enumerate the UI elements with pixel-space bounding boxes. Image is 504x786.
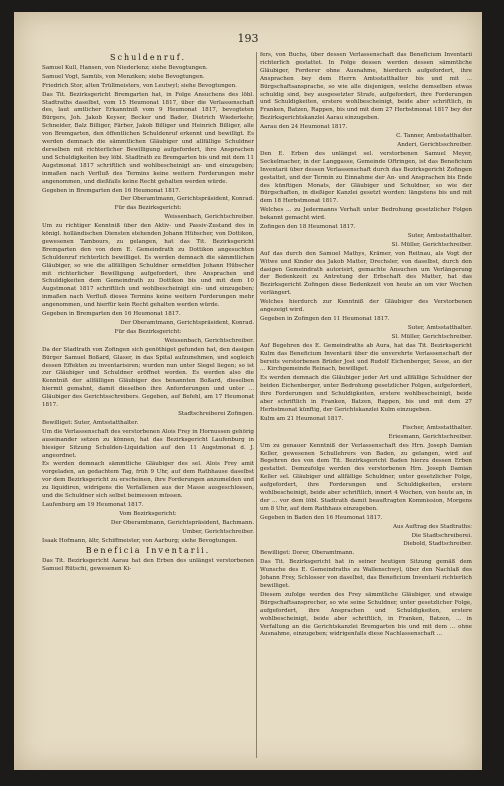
- signature-line: Aus Auftrag des Stadtraths:: [392, 523, 472, 530]
- notice-paragraph: Es werden demnach sämmtliche Gläubiger des sel. Alois Frey amit vorgeladen, an gedachtem Tag, früh 9 Uhr, auf dem Rathhause daselbst vor dem Bezirksgericht zu erscheinen, ihre Forderungen anzumelden und zu liquidiren, widrigens die Verfallenen aus der Masse ausgeschlossen, und die Schuldner sich selbst beimessen müssen.: [42, 461, 254, 500]
- newspaper-page: [14, 12, 482, 770]
- notice-paragraph: Bewilliget: Dorer, Oberamtmann.: [260, 550, 355, 557]
- signature-line: Diebold, Stadtschreiber.: [403, 541, 472, 548]
- signature-line: Weissenbach, Gerichtschreiber.: [164, 337, 254, 344]
- signature-line: Suter, Amtsstatthalter.: [407, 324, 472, 331]
- notice-paragraph: Gegeben in Bremgarten den 16 Heumonat 1817.: [42, 311, 181, 318]
- signature-line: Der Oberamtmann, Gerichtspräsident, Bachmann.: [110, 519, 254, 526]
- signature-line: Sl. Müller, Gerichtschreiber.: [391, 241, 472, 248]
- notice-paragraph: Auf Begehren des E. Gemeindraths ab Aura, hat das Tit. Bezirksgericht Kulm das Beneficium Inventarii über die unverehrte Verlassenschaft der bereits verstorbenen Brüder Jost und Rudolf Eichenberger, Sesse, an der ... Kirchgemeinde Reinach, bewilliget.: [260, 342, 472, 373]
- signature-line: Weissenbach, Gerichtschreiber.: [164, 214, 254, 221]
- notice-paragraph: Um die Verlassenschaft des verstorbenen Alois Frey in Hornussen gehörig auseinander setzen zu können, hat das Bezirksgericht Laufenburg in hiesiger Sitzung Schulden-Liquidation auf den 11 Augstmonat d. J. angeordnet.: [42, 428, 254, 459]
- notice-paragraph: Gegeben in Bremgarten den 16 Heumonat 1817.: [42, 187, 181, 194]
- notice-paragraph: Den E. Erben des unlängst sel. verstorbenen Samuel Meyer, Seckelmacher, in der Langgasse, Gemeinde Oftringen, ist das Beneficium Inventarii über dessen Verlassenschaft durch das Bezirksgericht Zofingen gestattet, und der Termin zu Einnahme der An- und Ansprachen bis Ende des künftigen Monats, der Gläubiger und Schuldner, so wie der Bürgschaften, in dießiger Kanzlei gesetzt worden: längstens bis und mit dem 18 Herbstmonat 1817.: [260, 150, 472, 205]
- signature-line: Anderi, Gerichtsschreiber.: [397, 141, 472, 148]
- notice-paragraph: Isaak Hofmann, ältr, Schiffmeister, von Aarburg; siehe Bevogtungen.: [42, 537, 238, 544]
- right-column: [260, 52, 472, 758]
- signature-line: Der Oberamtmann, Gerichtspräsident, Konrad.: [120, 320, 254, 326]
- notice-paragraph: Auf das durch den Samuel Mathys, Krämer, von Reitnau, als Vogt der Witwe und Kinder des Jakob Matter, Drechsler, von daselbst, durch den dasigen Gemeindrath autorisirt, gemachte Ansuchen um Verlängerung der Bedenkzeit zu Antretung der Erbschaft des Matter, hat das Bezirksgericht Zofingen diese Bedenkzeit von heute an um vier Wochen verlängert.: [260, 250, 472, 297]
- page-number: 193: [237, 32, 259, 45]
- notice-paragraph: Friedrich Stor, alten Trüllmeisters, von Leutwyl; siehe Bevogtungen.: [42, 82, 237, 89]
- notice-paragraph: Da der Stadtrath von Zofingen sich genöthiget gefunden hat, den dasigen Bürger Samuel Boßard, Glaser, in das Spital aufzunehmen, und sogleich dessen Effekten zu inventarisiren; wurden nun unter Siegel liegen; so ist zur Gläubiger und Schuldner eröffnet worden. Es werden also die Kenntniß der allfälligen Gläubiger des benannten Boßard, dieselben hiermit gemahnt, damit dieselben ihre Anforderungen und unter ... Gläubiger des Gerichtsschreibers. Gegeben, auf Befehl, am 17 Heumonat 1817.: [42, 346, 254, 409]
- notice-paragraph: Bewilliget: Suter, Amtsstatthalter.: [42, 419, 139, 426]
- notice-paragraph: Kulm am 21 Heumonat 1817.: [260, 415, 344, 422]
- signature-line: Der Oberamtmann, Gerichtspräsident, Konrad.: [120, 196, 254, 203]
- notice-paragraph: Laufenburg am 19 Heumonat 1817.: [42, 501, 144, 508]
- notice-paragraph: Gegeben in Zofingen den 11 Heumonat 1817.: [260, 316, 390, 322]
- signature-line: Die Stadtschreiberei.: [411, 532, 472, 539]
- signature-line: Eriesmann, Gerichtschreiber.: [388, 433, 472, 440]
- notice-paragraph: Zofingen den 18 Heumonat 1817.: [260, 224, 356, 231]
- section-heading: Schuldenruf.: [109, 53, 187, 62]
- signature-line: Für das Bezirksgericht:: [114, 328, 182, 335]
- notice-paragraph: Das Tit. Bezirksgericht hat in seiner heutigen Sitzung gemäß dem Wunsche des E. Gemeindraths zu Wallenschwyl, über den Nachlaß des Johann Frey, Schlosser von daselbst, das Beneficium Inventarii richterlich bewilliget.: [260, 559, 472, 589]
- signature-line: Fischer, Amtsstatthalter.: [402, 424, 472, 431]
- notice-paragraph: Es werden demnach die Gläubiger jeder Art und allfällige Schuldner der beiden Eichenberger, unter Bedrohung gesetzlicher Folgen, aufgefordert, ihre Forderungen und Schuldigkeiten, erstere wohlbescheinigt, beide aber schriftlich in Franken, Batzen, Rappen, bis und mit dem 27 Herbstmonat künftig, der Gerichtskanzlei Kulm einzugeben.: [260, 375, 472, 413]
- signature-line: Sl. Müller, Gerichtschreiber.: [391, 333, 472, 340]
- notice-paragraph: Gegeben in Baden den 16 Heumonat 1817.: [260, 514, 383, 521]
- column-divider: [256, 52, 257, 758]
- notice-paragraph: fers, von Buchs, über dessen Verlassenschaft das Beneficium Inventarii richterlich gestattet. In Folge dessen werden dessen sämmtliche Gläubiger, Forderer ohne Ausnahme, hierdurch aufgefordert, ihre Ansprachen bey dem Herrn Amtsstatthalter bis und mit ... Bürgschaftsansprache, so wie alle diejenigen, welche demselben etwas schuldig sind, bey ausgesetzter Strafe, aufgefordert, ihre Forderungen und Schuldigkeiten, erstere wohlbescheinigt, beide aber schriftlich, in Franken, Batzen, Rappen, bis und mit dem 27 Herbstmonat 1817 bey der Bezirksgerichtskanzlei Aarau einzugeben.: [260, 52, 472, 122]
- notice-paragraph: Welches ... zu Jedermanns Verhalt unter Bedrohung gesetzlicher Folgen bekannt gemacht wird.: [260, 207, 472, 222]
- notice-paragraph: Aarau den 24 Heumonat 1817.: [260, 124, 348, 131]
- notice-paragraph: Um zu richtiger Kenntniß über den Aktiv- und Passiv-Zustand des in königl. holländischen Diensten stehenden Johann Hübscher, von Dottikon, gewesenen Tambours, zu gelangen, hat das Tit. Bezirksgericht Bremgarten den von dem E. Gemeindrath zu Dottikon angesuchten Schuldenruf richterlich bewilliget. Es werden demnach die sämmtlichen Gläubiger, so wie die allfälligen Schuldner ermeldten Johann Hübscher mit richterlicher Bewilligung aufgefordert, ihre Ansprachen und Schuldigkeiten dem Gemeindrath zu Dottikon bis und mit dem 10 Augstmonat 1817 schriftlich und wohlbescheinigt ein- und einzugeben; inmaßen nach Verfluß dieses Termins keine weitern Forderungen mehr angenommen, und hierfür kein Recht gehalten werden würde.: [42, 223, 254, 309]
- notice-paragraph: Welches hierdurch zur Kenntniß der Gläubiger des Verstorbenen angezeigt wird.: [260, 299, 472, 314]
- notice-paragraph: Samuel Vogt, Samüls, von Menziken; siehe Bevogtungen.: [42, 73, 205, 80]
- signature-line: Für das Bezirksgericht:: [114, 205, 182, 212]
- signature-line: Umber, Gerichtschreiber.: [182, 528, 254, 535]
- notice-paragraph: Diesem zufolge werden des Frey sämmtliche Gläubiger, und etwaige Bürgschaftsansprecher, so wie seine Schuldner, unter gesetzlicher Folge, aufgefordert, ihre Ansprachen und Schuldigkeiten, erstere wohlbescheinigt, beide aber schriftlich, in Franken, Batzen, ... in Verfallung an die Gerichtskanzlei Bremgarten bis und mit dem ... ohne Ausnahme, einzugeben; widrigenfalls diese Nachlassenschaft ...: [260, 591, 472, 638]
- signature-line: Stadtschreiberei Zofingen.: [178, 410, 254, 417]
- notice-paragraph: Das Tit. Bezirksgericht Bremgarten hat, in Folge Ansuchens des löbl. Stadtraths daselbst, vom 15 Heumonat 1817, über die Verlassenschaft des, laut amtlicher Erkanntniß vom 9 Heumonat 1817, bevogteten Bürgers, Joh. Jakob Keyser, Becker und Bader, Dietrich Wiederkehr, Schneider, Balz Billiger, Färber, Jakob Billiger und Heinrich Billiger, alle von Bremgarten, den öffentlichen Schuldenruf erkennt und bewilligt. Es werden demnach die sämmtlichen Gläubiger und allfällige Schuldner derselben mit richterlicher Bewilligung aufgefordert, ihre Ansprachen und Schuldigkeiten bey löbl. Stadtrath zu Bremgarten bis und mit dem 11 Augstmonat 1817 schriftlich und wohlbescheinigt an- und einzugeben; inmaßen nach Verfluß des Termins keine weitern Forderungen mehr angenommen, und dießfalls keine Recht gehalten werden würde.: [42, 91, 254, 185]
- left-column: [42, 52, 254, 758]
- section-heading: Beneficia Inventarii.: [85, 546, 211, 556]
- notice-paragraph: Um zu genauer Kenntniß der Verlassenschaft des Hrn. Joseph Damian Keller, gewesenen Schullehrers von Baden, zu gelangen, wird auf Begehren des von dem Tit. Bezirksgericht Baden hierzu dessen Erben gestattet. Demzufolge werden des verstorbenen Hrn. Joseph Damian Keller sel. Gläubiger und allfällige Schuldner, unter gesetzlicher Folge, aufgefordert, ihre Forderungen und Schuldigkeiten, erstere wohlbescheinigt, beide aber schriftlich, innert 4 Wochen, von heute an, in der ... vor dem löbl. Stadtrath damit beauftragten Kommission, Morgens um 8 Uhr, auf dem Rathhaus einzugeben.: [260, 442, 472, 512]
- signature-line: C. Tanner, Amtsstatthalter.: [396, 133, 472, 140]
- notice-paragraph: Samuel Kull, Hansen, von Niederlenz; siehe Bevogtungen.: [42, 64, 208, 71]
- signature-line: Suter, Amtsstatthalter.: [407, 232, 472, 239]
- notice-paragraph: Das Tit. Bezirksgericht Aarau hat den Erben des unlängst verstorbenen Samuel Rütschi, gewesenen Ki-: [42, 558, 254, 573]
- signature-line: Vom Bezirksgericht:: [119, 510, 177, 517]
